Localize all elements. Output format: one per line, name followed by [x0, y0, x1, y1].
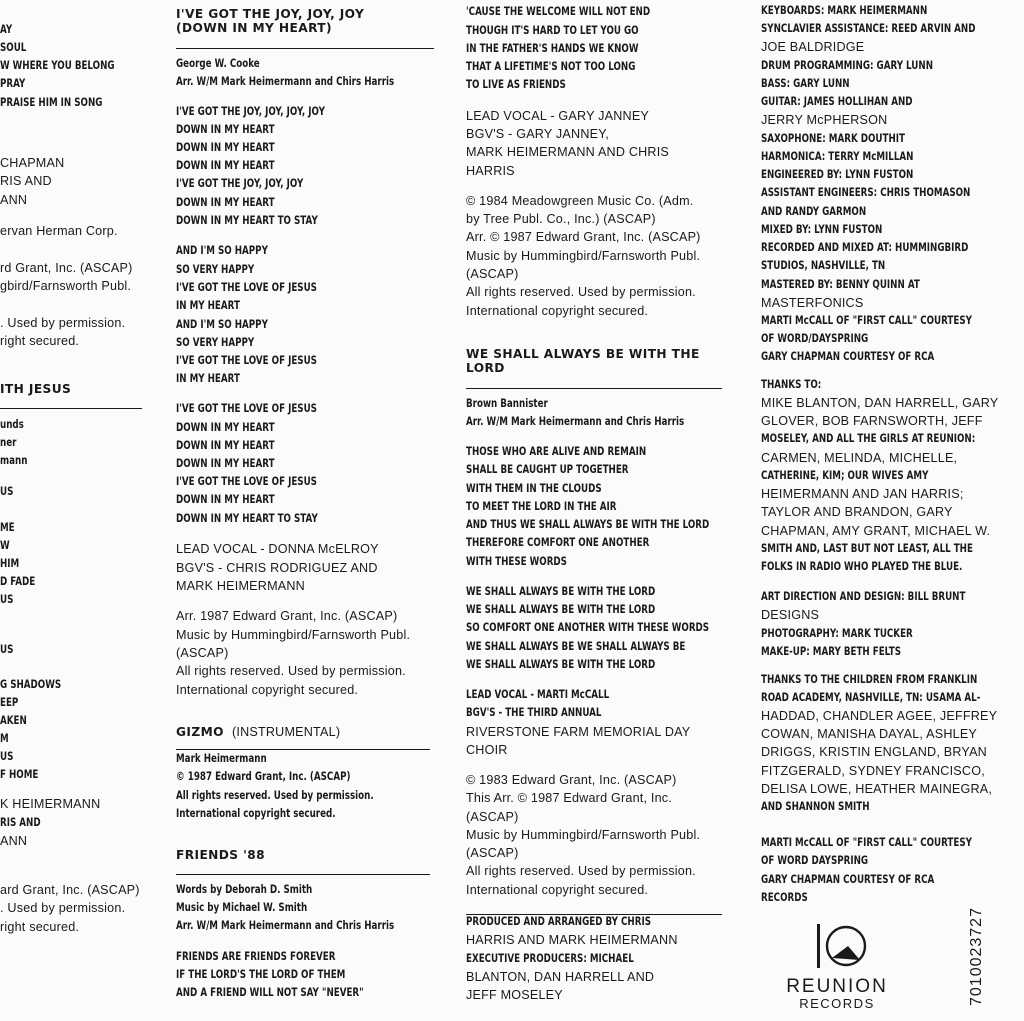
- col1-line: W: [0, 539, 10, 552]
- col3-line: THOUGH IT'S HARD TO LET YOU GO: [466, 24, 639, 37]
- col2-line: I'VE GOT THE LOVE OF JESUS: [176, 402, 317, 415]
- col3-line: WITH THESE WORDS: [466, 555, 567, 568]
- col3-line: WE SHALL ALWAYS BE WITH THE LORD: [466, 585, 656, 598]
- col3-line: BGV'S - THE THIRD ANNUAL: [466, 706, 602, 719]
- col1-line: ANN: [0, 834, 28, 848]
- col3-line: Arr. © 1987 Edward Grant, Inc. (ASCAP): [466, 230, 701, 244]
- col4-line: CATHERINE, KIM; OUR WIVES AMY: [761, 469, 929, 482]
- col1-line: ITH JESUS: [0, 382, 72, 396]
- col3-line: CHOIR: [466, 743, 508, 757]
- col4-line: CHAPMAN, AMY GRANT, MICHAEL W.: [761, 524, 991, 538]
- col4-line: MASTERED BY: BENNY QUINN AT: [761, 278, 920, 291]
- col3-line: IN THE FATHER'S HANDS WE KNOW: [466, 42, 639, 55]
- col4-line: GARY CHAPMAN COURTESY OF RCA: [761, 350, 935, 363]
- col2-line: FRIENDS '88: [176, 848, 265, 862]
- col4-line: RECORDS: [761, 891, 808, 904]
- col2-line: IF THE LORD'S THE LORD OF THEM: [176, 968, 346, 981]
- col3-line: LEAD VOCAL - GARY JANNEY: [466, 109, 650, 123]
- col3-line: TO MEET THE LORD IN THE AIR: [466, 500, 617, 513]
- col3-line: by Tree Publ. Co., Inc.) (ASCAP): [466, 212, 656, 226]
- rule-lord-title: [466, 388, 722, 389]
- col1-line: US: [0, 593, 14, 606]
- col2-line: DOWN IN MY HEART TO STAY: [176, 512, 318, 525]
- col2-line: AND I'M SO HAPPY: [176, 318, 268, 331]
- col4-line: GUITAR: JAMES HOLLIHAN AND: [761, 95, 913, 108]
- col4-line: BASS: GARY LUNN: [761, 77, 850, 90]
- col3-line: SO COMFORT ONE ANOTHER WITH THESE WORDS: [466, 621, 710, 634]
- col2-line: International copyright secured.: [176, 683, 359, 697]
- reunion-logo-mark-icon: [817, 924, 865, 968]
- col2-line: DOWN IN MY HEART: [176, 457, 275, 470]
- col4-line: CARMEN, MELINDA, MICHELLE,: [761, 451, 958, 465]
- col3-line: International copyright secured.: [466, 883, 649, 897]
- rule-friends-title: [176, 874, 430, 875]
- col4-line: AND RANDY GARMON: [761, 205, 867, 218]
- col4-line: MIXED BY: LYNN FUSTON: [761, 223, 883, 236]
- col1-line: ervan Herman Corp.: [0, 224, 118, 238]
- reunion-records-logo: [772, 922, 902, 1014]
- col3-line: HARRIS AND MARK HEIMERMANN: [466, 933, 678, 947]
- col3-line: 'CAUSE THE WELCOME WILL NOT END: [466, 5, 651, 18]
- rule-joy-title: [176, 48, 434, 49]
- col2-line: DOWN IN MY HEART: [176, 439, 275, 452]
- col3-line: AND THUS WE SHALL ALWAYS BE WITH THE LORD: [466, 518, 710, 531]
- col2-line: I'VE GOT THE LOVE OF JESUS: [176, 354, 317, 367]
- col4-line: JERRY McPHERSON: [761, 113, 888, 127]
- col2-line: Music by Michael W. Smith: [176, 901, 308, 914]
- col3-line: This Arr. © 1987 Edward Grant, Inc.: [466, 791, 672, 805]
- col1-line: mann: [0, 454, 28, 467]
- col3-line: PRODUCED AND ARRANGED BY CHRIS: [466, 915, 651, 928]
- col4-line: COWAN, MANISHA DAYAL, ASHLEY: [761, 727, 978, 741]
- col3-line: RIVERSTONE FARM MEMORIAL DAY: [466, 725, 691, 739]
- col2-line: SO VERY HAPPY: [176, 336, 255, 349]
- col1-line: CHAPMAN: [0, 156, 65, 170]
- col4-line: TAYLOR AND BRANDON, GARY: [761, 505, 953, 519]
- col2-line: DOWN IN MY HEART: [176, 141, 275, 154]
- col1-line: right secured.: [0, 920, 80, 934]
- col3-line: HARRIS: [466, 164, 515, 178]
- col2-line: DOWN IN MY HEART: [176, 123, 275, 136]
- col4-line: HADDAD, CHANDLER AGEE, JEFFREY: [761, 709, 998, 723]
- col2-line: AND A FRIEND WILL NOT SAY "NEVER": [176, 986, 364, 999]
- catalog-number: 7010023727: [968, 907, 985, 1006]
- col1-line: AKEN: [0, 714, 27, 727]
- col4-line: MAKE-UP: MARY BETH FELTS: [761, 645, 902, 658]
- col2-line: IN MY HEART: [176, 372, 240, 385]
- col2-line: AND I'M SO HAPPY: [176, 244, 268, 257]
- col2-line: I'VE GOT THE JOY, JOY, JOY: [176, 7, 365, 21]
- col3-line: (ASCAP): [466, 810, 519, 824]
- col4-line: HARMONICA: TERRY McMILLAN: [761, 150, 914, 163]
- col1-line: . Used by permission.: [0, 901, 126, 915]
- col4-line: KEYBOARDS: MARK HEIMERMANN: [761, 4, 928, 17]
- col3-line: TO LIVE AS FRIENDS: [466, 78, 566, 91]
- col1-line: W WHERE YOU BELONG: [0, 59, 115, 72]
- col2-line: Arr. 1987 Edward Grant, Inc. (ASCAP): [176, 609, 398, 623]
- col4-line: GLOVER, BOB FARNSWORTH, JEFF: [761, 414, 983, 428]
- rule-gizmo-title: [176, 749, 430, 750]
- col3-line: Music by Hummingbird/Farnsworth Publ.: [466, 828, 701, 842]
- col4-line: GARY CHAPMAN COURTESY OF RCA: [761, 873, 935, 886]
- col4-line: OF WORD DAYSPRING: [761, 854, 869, 867]
- col3-line: THAT A LIFETIME'S NOT TOO LONG: [466, 60, 636, 73]
- col2-line: LEAD VOCAL - DONNA McELROY: [176, 542, 379, 556]
- col2-line: I'VE GOT THE LOVE OF JESUS: [176, 281, 317, 294]
- col4-line: MASTERFONICS: [761, 296, 864, 310]
- col1-line: ner: [0, 436, 17, 449]
- col3-line: LORD: [466, 361, 505, 375]
- col1-line: PRAISE HIM IN SONG: [0, 96, 103, 109]
- col3-line: (ASCAP): [466, 267, 519, 281]
- col1-line: AY: [0, 23, 13, 36]
- col4-line: JOE BALDRIDGE: [761, 40, 865, 54]
- col4-line: SAXOPHONE: MARK DOUTHIT: [761, 132, 905, 145]
- col4-line: MARTI McCALL OF "FIRST CALL" COURTESY: [761, 314, 972, 327]
- col4-line: AND SHANNON SMITH: [761, 800, 870, 813]
- col1-line: PRAY: [0, 77, 26, 90]
- col4-line: PHOTOGRAPHY: MARK TUCKER: [761, 627, 913, 640]
- col4-line: OF WORD/DAYSPRING: [761, 332, 869, 345]
- col1-line: K HEIMERMANN: [0, 797, 101, 811]
- col4-line: MIKE BLANTON, DAN HARRELL, GARY: [761, 396, 999, 410]
- col3-line: THOSE WHO ARE ALIVE AND REMAIN: [466, 445, 647, 458]
- col2-line: DOWN IN MY HEART TO STAY: [176, 214, 318, 227]
- col1-line: ME: [0, 521, 15, 534]
- col3-line: Music by Hummingbird/Farnsworth Publ.: [466, 249, 701, 263]
- col1-line: RIS AND: [0, 174, 52, 188]
- col2-line: Mark Heimermann: [176, 752, 267, 765]
- col2-line: SO VERY HAPPY: [176, 263, 255, 276]
- col2-line: FRIENDS ARE FRIENDS FOREVER: [176, 950, 336, 963]
- col2-line: Music by Hummingbird/Farnsworth Publ.: [176, 628, 411, 642]
- col3-line: Brown Bannister: [466, 397, 548, 410]
- col1-line: G SHADOWS: [0, 678, 62, 691]
- col2-line: DOWN IN MY HEART: [176, 421, 275, 434]
- col2-line: Arr. W/M Mark Heimermann and Chris Harris: [176, 919, 395, 932]
- col2-line: (DOWN IN MY HEART): [176, 21, 332, 35]
- col2-line: IN MY HEART: [176, 299, 240, 312]
- col4-line: FITZGERALD, SYDNEY FRANCISCO,: [761, 764, 985, 778]
- col1-line: . Used by permission.: [0, 316, 126, 330]
- logo-reunion-text: REUNION: [786, 976, 888, 997]
- col4-line: DELISA LOWE, HEATHER MAINEGRA,: [761, 782, 993, 796]
- col2-line: George W. Cooke: [176, 57, 260, 70]
- col4-line: SMITH AND, LAST BUT NOT LEAST, ALL THE: [761, 542, 973, 555]
- col1-line: EEP: [0, 696, 19, 709]
- col1-line: unds: [0, 418, 24, 431]
- col4-line: THANKS TO:: [761, 378, 822, 391]
- col1-line: M: [0, 732, 9, 745]
- col1-line: rd Grant, Inc. (ASCAP): [0, 261, 133, 275]
- col1-line: F HOME: [0, 768, 39, 781]
- col3-line: JEFF MOSELEY: [466, 988, 563, 1002]
- col4-line: ART DIRECTION AND DESIGN: BILL BRUNT: [761, 590, 966, 603]
- col4-line: ROAD ACADEMY, NASHVILLE, TN: USAMA AL-: [761, 691, 981, 704]
- col4-line: FOLKS IN RADIO WHO PLAYED THE BLUE.: [761, 560, 963, 573]
- col2-line: DOWN IN MY HEART: [176, 159, 275, 172]
- col3-line: WE SHALL ALWAYS BE WITH THE LORD: [466, 603, 656, 616]
- col2-line: Words by Deborah D. Smith: [176, 883, 313, 896]
- col3-line: THEREFORE COMFORT ONE ANOTHER: [466, 536, 650, 549]
- col2-line: International copyright secured.: [176, 807, 336, 820]
- col1-line: US: [0, 485, 14, 498]
- col3-line: BLANTON, DAN HARRELL AND: [466, 970, 655, 984]
- col3-line: International copyright secured.: [466, 304, 649, 318]
- col3-line: BGV'S - GARY JANNEY,: [466, 127, 609, 141]
- col2-line: (ASCAP): [176, 646, 229, 660]
- logo-records-text: RECORDS: [799, 996, 875, 1011]
- col2-line: BGV'S - CHRIS RODRIGUEZ AND: [176, 561, 378, 575]
- col4-line: ASSISTANT ENGINEERS: CHRIS THOMASON: [761, 186, 971, 199]
- col4-line: HEIMERMANN AND JAN HARRIS;: [761, 487, 964, 501]
- col2-line: GIZMO: [176, 725, 224, 739]
- col2-line: DOWN IN MY HEART: [176, 196, 275, 209]
- col2-line: All rights reserved. Used by permission.: [176, 789, 374, 802]
- col4-line: ENGINEERED BY: LYNN FUSTON: [761, 168, 914, 181]
- col4-line: DESIGNS: [761, 608, 820, 622]
- col3-line: LEAD VOCAL - MARTI McCALL: [466, 688, 610, 701]
- col3-line: Arr. W/M Mark Heimermann and Chris Harris: [466, 415, 685, 428]
- col3-line: WE SHALL ALWAYS BE WITH THE: [466, 347, 700, 361]
- col4-line: DRIGGS, KRISTIN ENGLAND, BRYAN: [761, 745, 987, 759]
- col3-line: EXECUTIVE PRODUCERS: MICHAEL: [466, 952, 634, 965]
- col1-line: SOUL: [0, 41, 27, 54]
- col2-line: DOWN IN MY HEART: [176, 493, 275, 506]
- col2-line: I'VE GOT THE JOY, JOY, JOY, JOY: [176, 105, 325, 118]
- col1-line: US: [0, 643, 14, 656]
- col3-line: (ASCAP): [466, 846, 519, 860]
- col2-line: Arr. W/M Mark Heimermann and Chirs Harris: [176, 75, 395, 88]
- col4-line: SYNCLAVIER ASSISTANCE: REED ARVIN AND: [761, 22, 976, 35]
- col4-line: STUDIOS, NASHVILLE, TN: [761, 259, 886, 272]
- col1-line: D FADE: [0, 575, 36, 588]
- col1-line: HIM: [0, 557, 20, 570]
- rule-col1-section: [0, 408, 142, 409]
- col3-line: © 1983 Edward Grant, Inc. (ASCAP): [466, 773, 677, 787]
- col3-line: SHALL BE CAUGHT UP TOGETHER: [466, 463, 629, 476]
- col3-line: WE SHALL ALWAYS BE WE SHALL ALWAYS BE: [466, 640, 686, 653]
- col1-line: RIS AND: [0, 816, 41, 829]
- col3-line: MARK HEIMERMANN AND CHRIS: [466, 145, 670, 159]
- col1-line: ard Grant, Inc. (ASCAP): [0, 883, 140, 897]
- col3-line: WE SHALL ALWAYS BE WITH THE LORD: [466, 658, 656, 671]
- col3-line: All rights reserved. Used by permission.: [466, 285, 696, 299]
- col2-line: © 1987 Edward Grant, Inc. (ASCAP): [176, 770, 351, 783]
- col4-line: MOSELEY, AND ALL THE GIRLS AT REUNION:: [761, 432, 976, 445]
- gizmo-suffix: (INSTRUMENTAL): [232, 725, 341, 739]
- col3-line: WITH THEM IN THE CLOUDS: [466, 482, 602, 495]
- col4-line: DRUM PROGRAMMING: GARY LUNN: [761, 59, 934, 72]
- col2-line: I'VE GOT THE LOVE OF JESUS: [176, 475, 317, 488]
- col3-line: All rights reserved. Used by permission.: [466, 864, 696, 878]
- col1-line: US: [0, 750, 14, 763]
- col1-line: right secured.: [0, 334, 80, 348]
- col2-line: All rights reserved. Used by permission.: [176, 664, 406, 678]
- rule-production: [466, 914, 722, 915]
- col3-line: © 1984 Meadowgreen Music Co. (Adm.: [466, 194, 694, 208]
- col1-line: gbird/Farnsworth Publ.: [0, 279, 132, 293]
- col2-line: MARK HEIMERMANN: [176, 579, 305, 593]
- col4-line: RECORDED AND MIXED AT: HUMMINGBIRD: [761, 241, 969, 254]
- col4-line: MARTI McCALL OF "FIRST CALL" COURTESY: [761, 836, 972, 849]
- col1-line: ANN: [0, 193, 28, 207]
- col2-line: I'VE GOT THE JOY, JOY, JOY: [176, 177, 304, 190]
- col4-line: THANKS TO THE CHILDREN FROM FRANKLIN: [761, 673, 978, 686]
